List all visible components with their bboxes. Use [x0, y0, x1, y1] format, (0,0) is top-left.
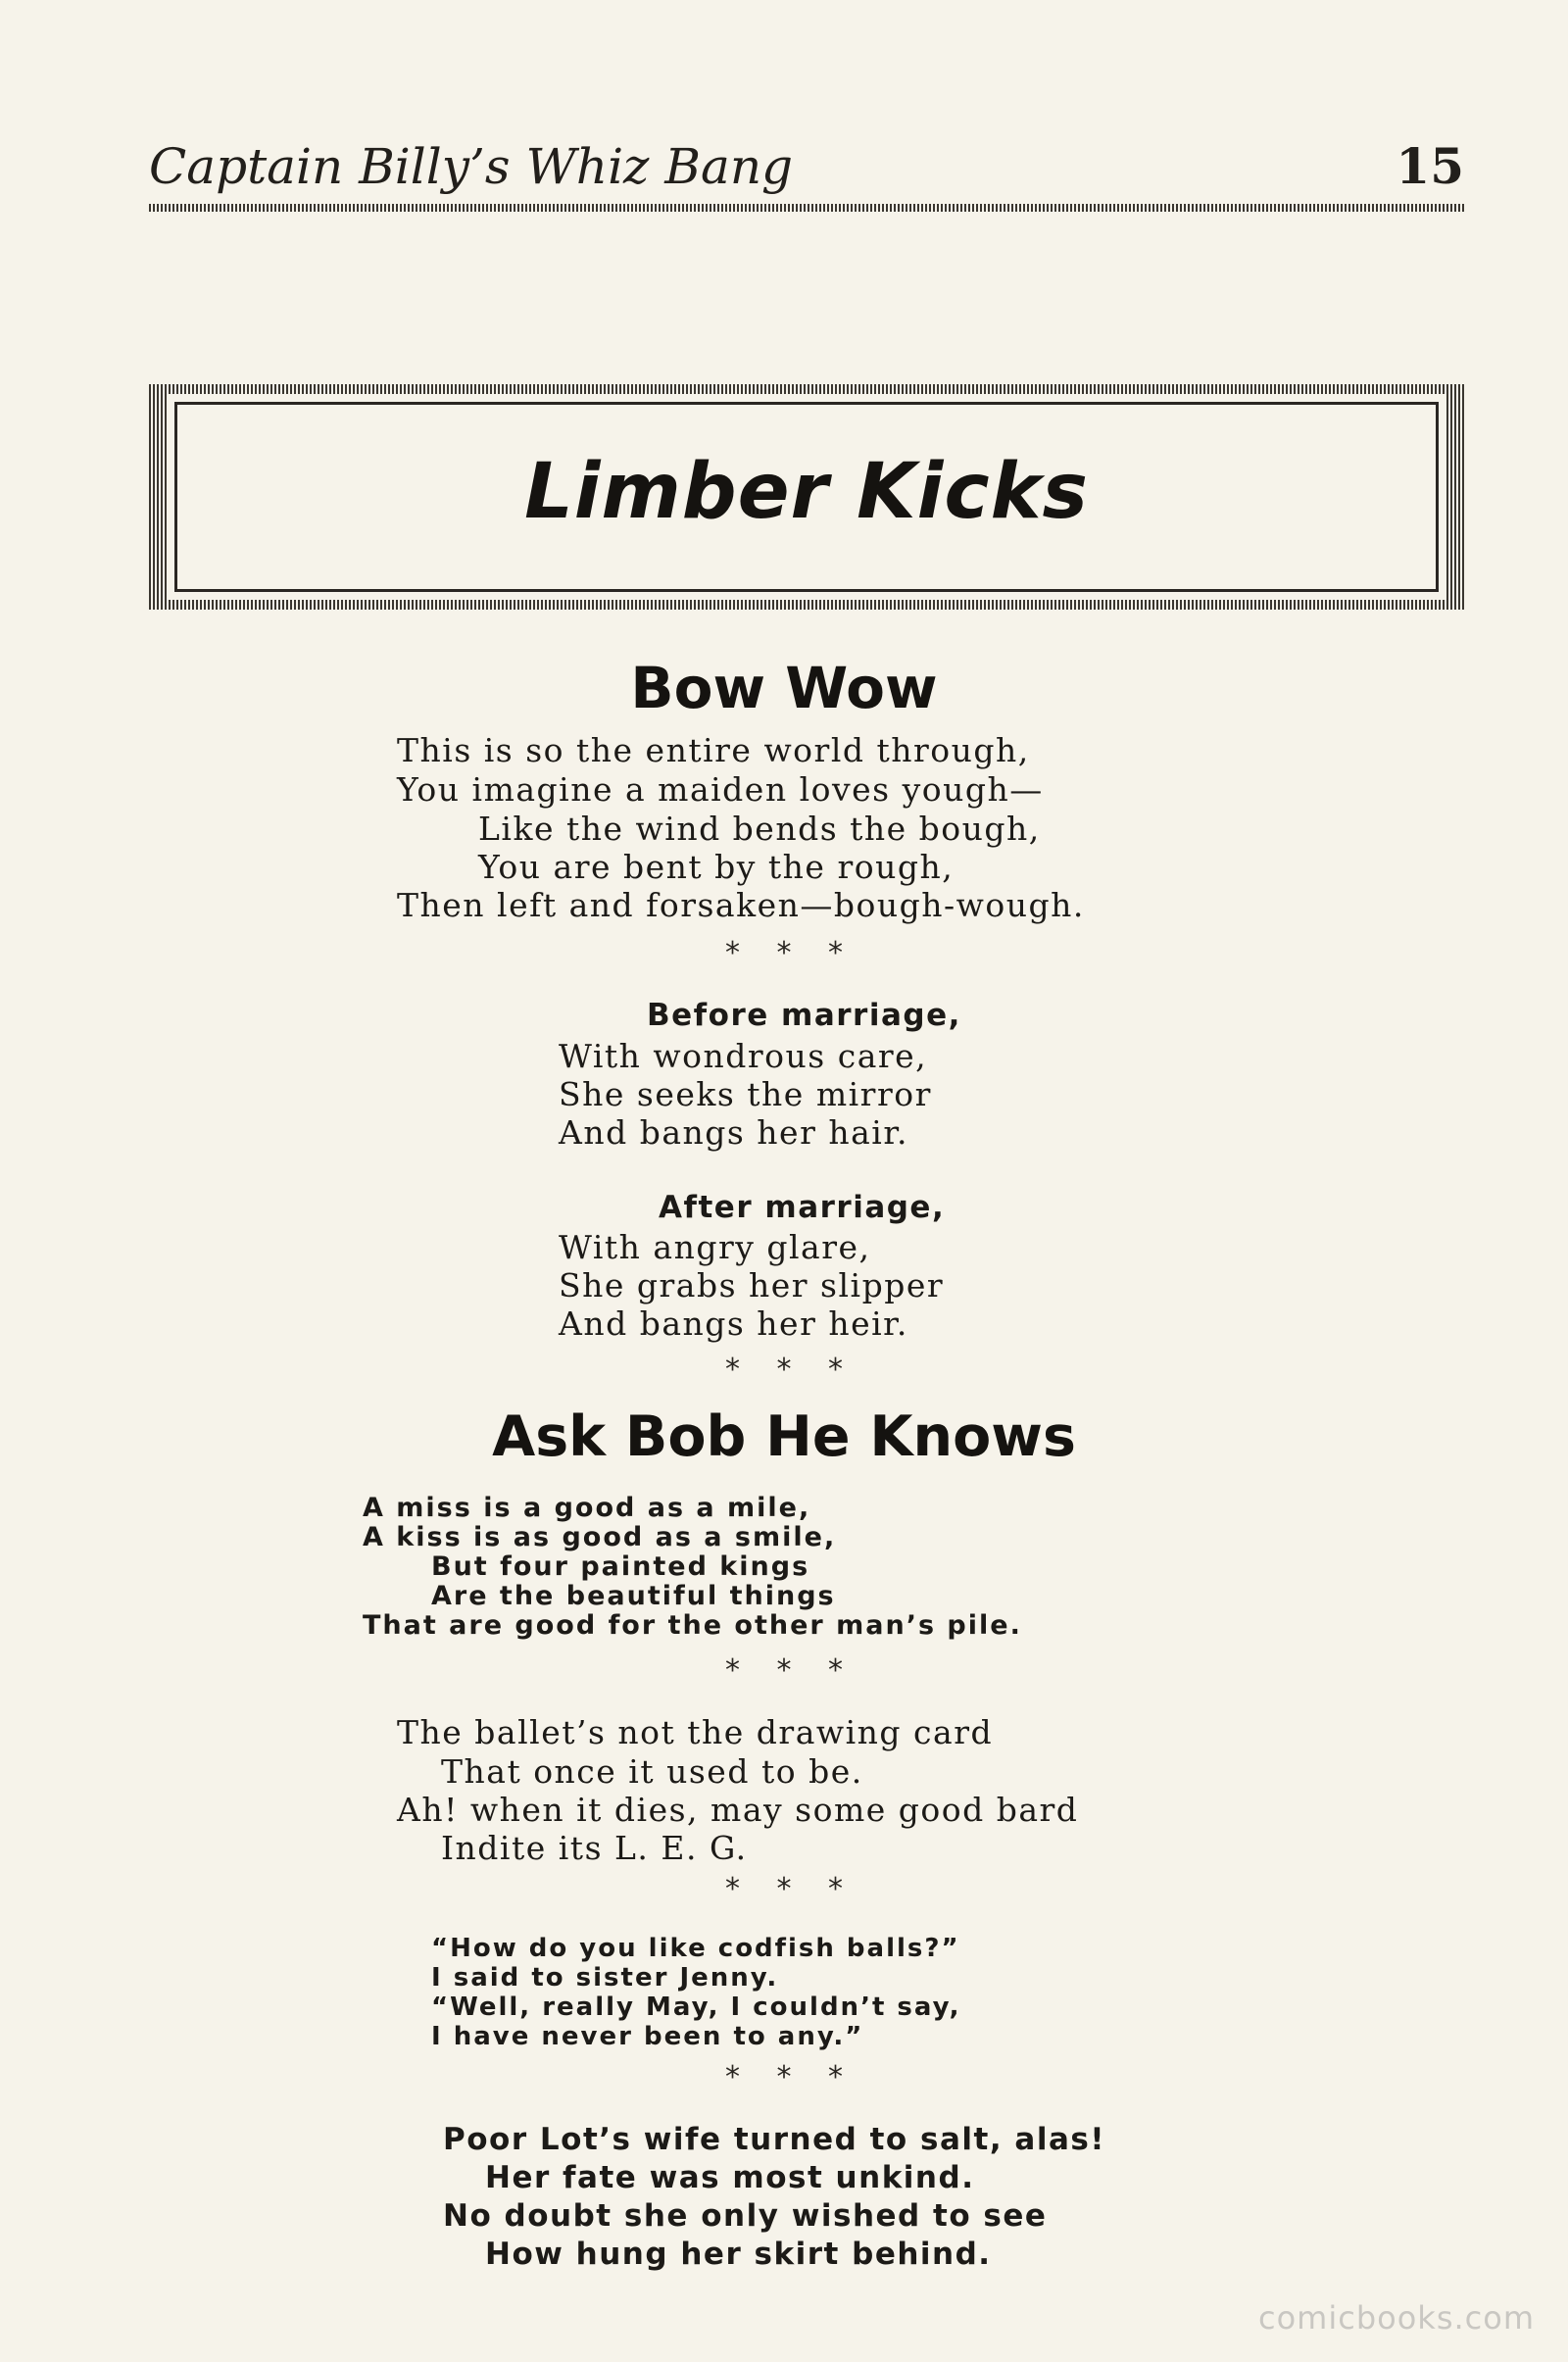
- poem-line: But four painted kings: [431, 1551, 810, 1582]
- star-separator: * * *: [724, 936, 844, 970]
- star-separator: * * *: [724, 1353, 844, 1387]
- poem-line: That once it used to be.: [441, 1752, 863, 1791]
- poem-line: And bangs her hair.: [559, 1113, 908, 1152]
- header-rule: [149, 204, 1464, 212]
- poem-line: With wondrous care,: [559, 1037, 928, 1075]
- poem-label-before: Before marriage,: [647, 998, 961, 1033]
- poem-line: Ah! when it dies, may some good bard: [397, 1791, 1079, 1829]
- star-separator: * * *: [724, 2060, 844, 2094]
- poem-line: A miss is a good as a mile,: [363, 1493, 811, 1523]
- poem-line: Her fate was most unkind.: [485, 2160, 975, 2195]
- poem-line: This is so the entire world through,: [397, 731, 1030, 769]
- poem-heading-ask-bob: Ask Bob He Knows: [492, 1404, 1076, 1469]
- poem-line: How hung her skirt behind.: [485, 2237, 992, 2272]
- section-title-box: [149, 384, 1464, 610]
- page-number: 15: [1396, 137, 1464, 195]
- poem-label-after: After marriage,: [659, 1190, 946, 1225]
- running-header: [149, 137, 1464, 208]
- poem-line: Then left and forsaken—bough-wough.: [397, 886, 1085, 924]
- poem-line: “Well, really May, I couldn’t say,: [431, 1993, 961, 2022]
- poem-heading-bow-wow: Bow Wow: [630, 655, 938, 721]
- star-separator: * * *: [724, 1653, 844, 1688]
- poem-line: Poor Lot’s wife turned to salt, alas!: [443, 2122, 1105, 2157]
- watermark: comicbooks.com: [1257, 2299, 1535, 2337]
- publication-title: Captain Billy’s Whiz Bang: [149, 138, 794, 195]
- poem-line: With angry glare,: [559, 1228, 871, 1266]
- poem-line: And bangs her heir.: [559, 1304, 908, 1343]
- poem-line: That are good for the other man’s pile.: [363, 1610, 1022, 1641]
- poem-line: I said to sister Jenny.: [431, 1963, 779, 1993]
- poem-line: She seeks the mirror: [559, 1075, 932, 1113]
- poem-line: Are the beautiful things: [431, 1581, 836, 1611]
- poem-line: You imagine a maiden loves yough—: [397, 770, 1044, 809]
- poem-line: A kiss is as good as a smile,: [363, 1522, 837, 1552]
- poem-line: You are bent by the rough,: [478, 848, 955, 886]
- section-title: Limber Kicks: [524, 448, 1089, 536]
- poem-line: Indite its L. E. G.: [441, 1829, 748, 1867]
- poem-line: The ballet’s not the drawing card: [397, 1713, 994, 1751]
- poem-line: “How do you like codfish balls?”: [431, 1934, 960, 1963]
- poem-line: I have never been to any.”: [431, 2022, 864, 2051]
- poem-line: Like the wind bends the bough,: [478, 810, 1041, 848]
- poem-line: She grabs her slipper: [559, 1266, 945, 1304]
- star-separator: * * *: [724, 1872, 844, 1906]
- poem-line: No doubt she only wished to see: [443, 2198, 1048, 2234]
